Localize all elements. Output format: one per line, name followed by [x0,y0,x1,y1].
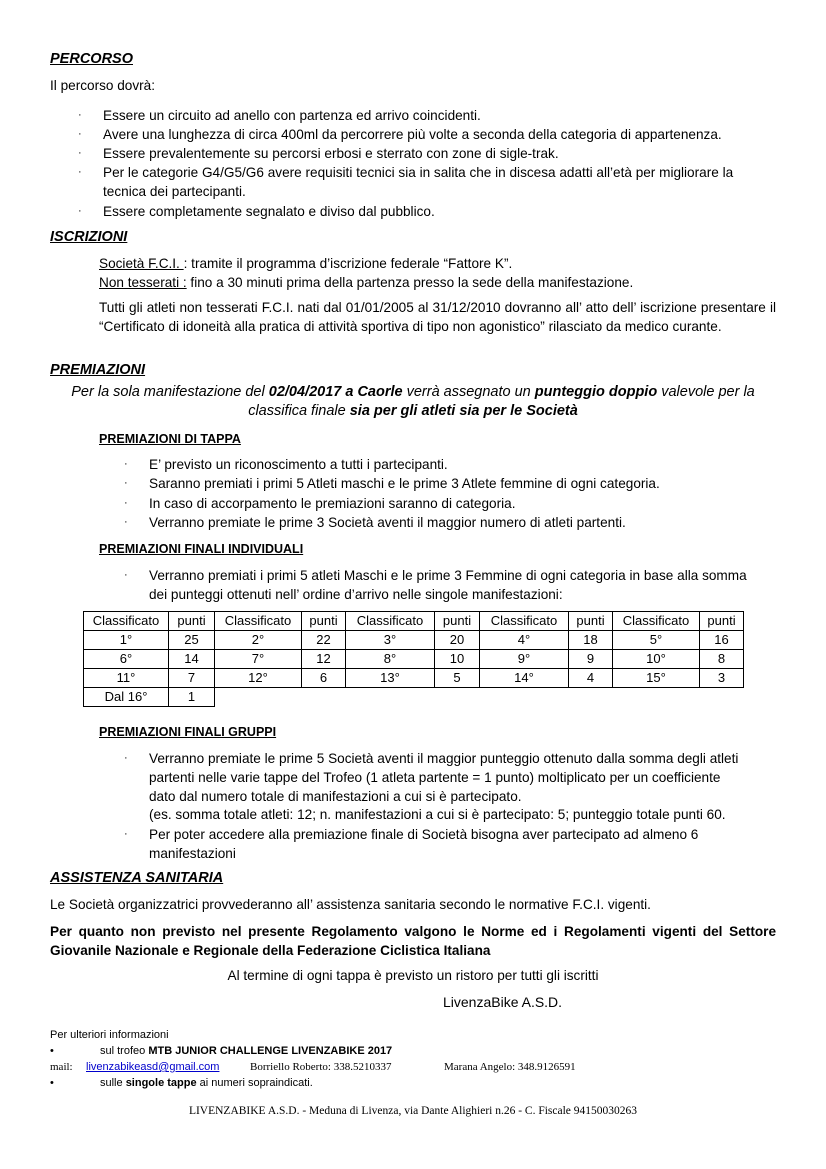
fci-label: Società F.C.I. [99,256,184,271]
punteggi-table [83,611,744,707]
table-cell: 10 [435,650,480,669]
table-cell: 14 [169,650,215,669]
table-cell: 4 [569,669,613,688]
notice-text: valevole per la [657,384,755,400]
table-row [84,650,744,669]
notice-text: Per la sola manifestazione del [71,384,269,400]
table-cell: 8° [346,650,435,669]
percorso-item: Per le categorie G4/G5/G6 avere requisiti tecnici sia in salita che in discesa adatti all’età per migliorare la [103,165,734,180]
percorso-item: Essere prevalentemente su percorsi erbosi e sterrato con zone di sigle-trak. [103,146,559,161]
table-cell: 9° [480,650,569,669]
bullet: · [124,828,128,840]
bullet: • [50,1077,54,1089]
table-cell: 9 [569,650,613,669]
bullet: · [124,477,128,489]
assistenza-text: Le Società organizzatrici provvederanno all’ assistenza sanitaria secondo le normative F.C.I. vigenti. [50,897,651,912]
info-trofeo [100,1043,392,1060]
gruppi-item-line: Per poter accedere alla premiazione finale di Società bisogna aver partecipato ad almeno 6 [149,827,699,842]
individuali-item-line: dei punteggi ottenuti nell’ ordine d’arrivo nelle singole manifestazioni: [149,587,563,602]
info-title: Per ulteriori informazioni [50,1029,169,1041]
iscrizioni-paragraph: Tutti gli atleti non tesserati F.C.I. nati dal 01/01/2005 al 31/12/2010 dovranno all’ atto dell’ iscrizione presentare il “Certificato di idoneità alla pratica di attività sportiva di tipo non agonistico” rilasciato da medico curante. [99,300,776,334]
subtitle-premiazioni-tappa: PREMIAZIONI DI TAPPA [99,432,241,446]
notice-emphasis: sia per gli atleti sia per le Società [349,403,578,419]
non-tesserati-label: Non tesserati : [99,275,187,290]
table-header: punti [169,612,215,631]
trofeo-name: MTB JUNIOR CHALLENGE LIVENZABIKE 2017 [148,1045,393,1057]
info-text: sul trofeo [100,1045,149,1057]
table-header-row [84,612,744,631]
notice-text: verrà assegnato un [402,384,535,400]
table-header: Classificato [480,612,569,631]
table-header: punti [700,612,744,631]
table-cell: 6 [302,669,346,688]
percorso-item: Avere una lunghezza di circa 400ml da percorrere più volte a seconda della categoria di appartenenza. [103,127,722,142]
table-cell: Dal 16° [84,688,169,707]
iscrizioni-fci [99,255,512,272]
info-emphasis: singole tappe [125,1077,197,1089]
table-header: Classificato [613,612,700,631]
table-cell: 16 [700,631,744,650]
tappa-item: Verranno premiate le prime 3 Società aventi il maggior numero di atleti partenti. [149,515,626,530]
table-row [84,669,744,688]
bullet: · [124,752,128,764]
bullet: · [78,166,82,178]
notice-date: 02/04/2017 a Caorle [268,384,403,400]
table-cell: 22 [302,631,346,650]
info-tappe [100,1075,313,1092]
contact-marana: Marana Angelo: 348.9126591 [444,1061,576,1073]
subtitle-premiazioni-gruppi: PREMIAZIONI FINALI GRUPPI [99,725,277,739]
mail-label: mail: [50,1061,73,1073]
gruppi-item-line: (es. somma totale atleti: 12; n. manifestazioni a cui si è partecipato: 5; punteggio totale punti 60. [149,807,726,822]
table-cell: 3° [346,631,435,650]
table-cell: 12 [302,650,346,669]
signature: LivenzaBike A.S.D. [443,994,563,1010]
contact-borriello: Borriello Roberto: 338.5210337 [250,1061,392,1073]
gruppi-item-line: manifestazioni [149,846,236,861]
norme-paragraph: Per quanto non previsto nel presente Regolamento valgono le Norme ed i Regolamenti vigenti del Settore Giovanile Nazionale e Regionale della Federazione Ciclistica Italiana [50,924,776,958]
table-header: punti [302,612,346,631]
gruppi-item-line: dato dal numero totale di manifestazioni a cui si è partecipato. [149,789,522,804]
percorso-item-continued: tecnica dei partecipanti. [103,184,246,199]
table-cell: 6° [84,650,169,669]
table-cell: 12° [215,669,302,688]
bullet: • [50,1045,54,1057]
table-cell: 5° [613,631,700,650]
tappa-item: Saranno premiati i primi 5 Atleti maschi e le prime 3 Atlete femmine di ogni categoria. [149,476,660,491]
bullet: · [124,497,128,509]
table-cell: 11° [84,669,169,688]
tappa-item: E’ previsto un riconoscimento a tutti i partecipanti. [149,457,448,472]
info-text: ai numeri sopraindicati. [196,1077,313,1089]
fci-text: : tramite il programma d’iscrizione federale “Fattore K”. [183,256,513,271]
section-title-assistenza: ASSISTENZA SANITARIA [50,870,224,886]
table-header: Classificato [84,612,169,631]
table-cell: 7° [215,650,302,669]
premiazioni-notice-line2 [0,402,826,421]
table-row [84,631,744,650]
table-header: Classificato [346,612,435,631]
info-line-trofeo [50,1043,54,1060]
table-cell: 7 [169,669,215,688]
table-cell: 1° [84,631,169,650]
percorso-item: Essere completamente segnalato e diviso dal pubblico. [103,204,435,219]
premiazioni-notice-line1 [0,383,826,402]
gruppi-item-line: Verranno premiate le prime 5 Società aventi il maggior punteggio ottenuto dalla somma degli atleti [149,751,739,766]
table-cell: 1 [169,688,215,707]
mail-link[interactable]: livenzabikeasd@gmail.com [86,1061,220,1073]
non-tesserati-text: fino a 30 minuti prima della partenza presso la sede della manifestazione. [186,275,634,290]
percorso-item: Essere un circuito ad anello con partenza ed arrivo coincidenti. [103,108,481,123]
table-cell: 3 [700,669,744,688]
iscrizioni-non-tesserati [99,274,633,291]
section-title-iscrizioni: ISCRIZIONI [50,229,128,245]
individuali-item-line: Verranno premiati i primi 5 atleti Maschi e le prime 3 Femmine di ogni categoria in base alla somma [149,568,747,583]
table-cell: 8 [700,650,744,669]
footer: LIVENZABIKE A.S.D. - Meduna di Livenza, via Dante Alighieri n.26 - C. Fiscale 94150030263 [188,1105,638,1117]
bullet: · [124,569,128,581]
table-cell: 20 [435,631,480,650]
ristoro-text: Al termine di ogni tappa è previsto un ristoro per tutti gli iscritti [227,968,599,983]
bullet: · [78,147,82,159]
table-empty-area [215,688,744,707]
section-title-premiazioni: PREMIAZIONI [50,362,146,378]
gruppi-item-line: partenti nelle varie tappe del Trofeo (1 atleta partente = 1 punto) moltiplicato per un coefficiente [149,770,721,785]
bullet: · [78,109,82,121]
table-cell: 15° [613,669,700,688]
table-cell: 18 [569,631,613,650]
bullet: · [124,458,128,470]
notice-punteggio: punteggio doppio [534,384,658,400]
table-cell: 4° [480,631,569,650]
bullet: · [124,516,128,528]
table-cell: 2° [215,631,302,650]
table-header: Classificato [215,612,302,631]
bullet: · [78,128,82,140]
info-line-tappe [50,1075,54,1092]
subtitle-premiazioni-individuali: PREMIAZIONI FINALI INDIVIDUALI [99,542,304,556]
table-header: punti [569,612,613,631]
table-header: punti [435,612,480,631]
section-title-percorso: PERCORSO [50,51,133,67]
table-row [84,688,744,707]
percorso-intro: Il percorso dovrà: [50,78,156,93]
notice-text: classifica finale [248,403,350,419]
table-cell: 14° [480,669,569,688]
tappa-item: In caso di accorpamento le premiazioni saranno di categoria. [149,496,516,511]
table-cell: 5 [435,669,480,688]
info-text: sulle [100,1077,126,1089]
table-cell: 25 [169,631,215,650]
table-cell: 10° [613,650,700,669]
bullet: · [78,205,82,217]
table-cell: 13° [346,669,435,688]
